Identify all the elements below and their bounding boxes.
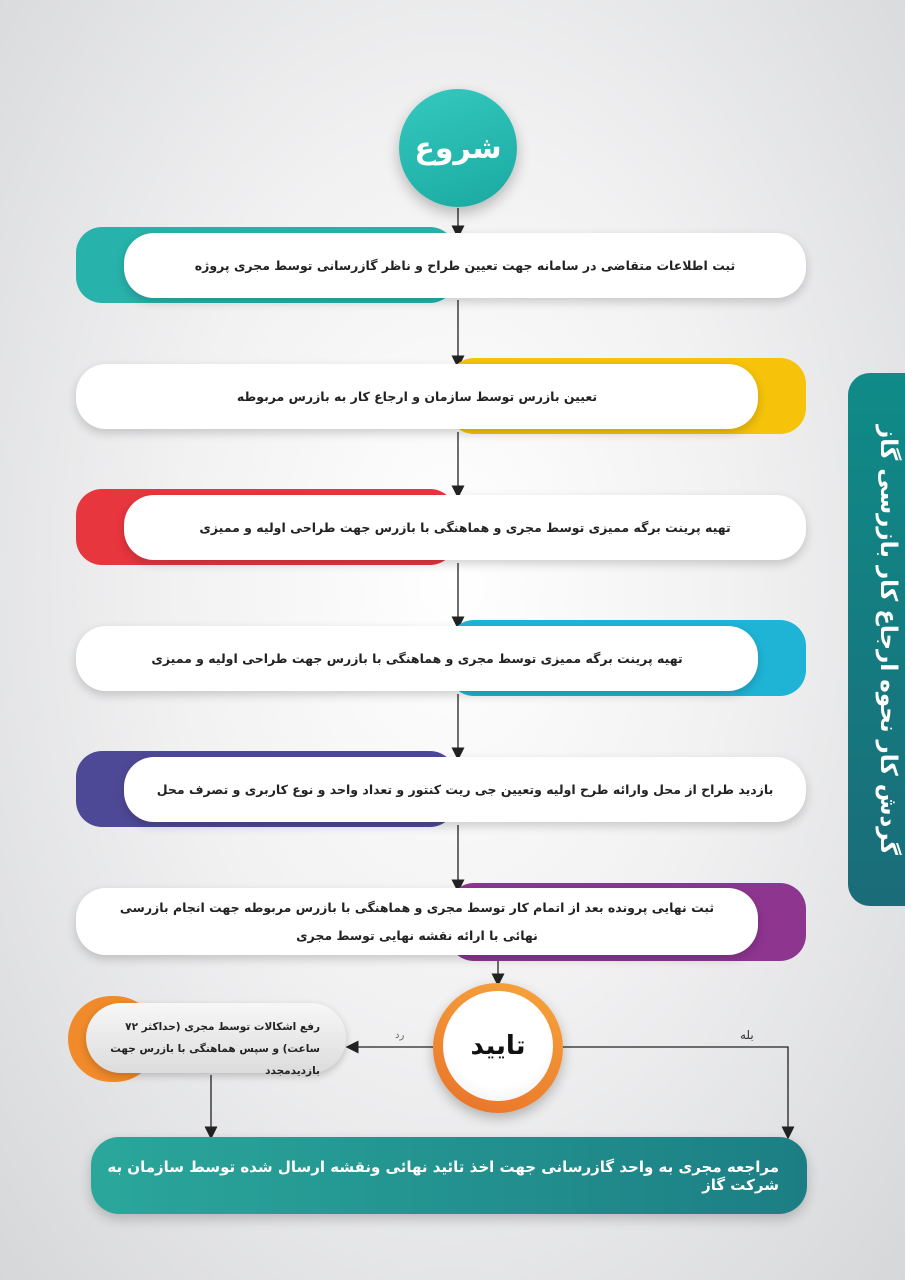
step6-box: ثبت نهایی پرونده بعد از اتمام کار توسط مجری و هماهنگی با بازرس مربوطه جهت انجام بازرسی نهائی با ارائه نقشه نهایی توسط مجری bbox=[76, 888, 758, 955]
no-label: رد bbox=[395, 1030, 405, 1041]
start-node: شروع bbox=[399, 89, 517, 207]
step2-box: تعیین بازرس توسط سازمان و ارجاع کار به بازرس مربوطه bbox=[76, 364, 758, 429]
diagram-title: گردش کار نحوه ارجاع کار بازرسی گاز bbox=[875, 424, 901, 855]
fix-box: رفع اشکالات توسط مجری (حداکثر ۷۲ ساعت) و سپس هماهنگی با بازرس جهت بازدیدمجدد bbox=[86, 1003, 346, 1073]
yes-label: بله bbox=[740, 1028, 754, 1042]
step1-box: ثبت اطلاعات متقاضی در سامانه جهت تعیین طراح و ناظر گازرسانی توسط مجری پروژه bbox=[124, 233, 806, 298]
step4-box: تهیه پرینت برگه ممیزی توسط مجری و هماهنگی با بازرس جهت طراحی اولیه و ممیزی bbox=[76, 626, 758, 691]
decision-node: تایید bbox=[443, 991, 553, 1101]
final-box: مراجعه مجری به واحد گازرسانی جهت اخذ تائید نهائی ونقشه ارسال شده توسط سازمان به شرکت گاز bbox=[91, 1137, 807, 1214]
arrow-yes-path bbox=[563, 1047, 788, 1133]
side-title-tab bbox=[848, 373, 905, 906]
step5-box: بازدید طراح از محل وارائه طرح اولیه وتعیین جی ریت کنتور و تعداد واحد و نوع کاربری و تصرف محل bbox=[124, 757, 806, 822]
step3-box: تهیه پرینت برگه ممیزی توسط مجری و هماهنگی با بازرس جهت طراحی اولیه و ممیزی bbox=[124, 495, 806, 560]
